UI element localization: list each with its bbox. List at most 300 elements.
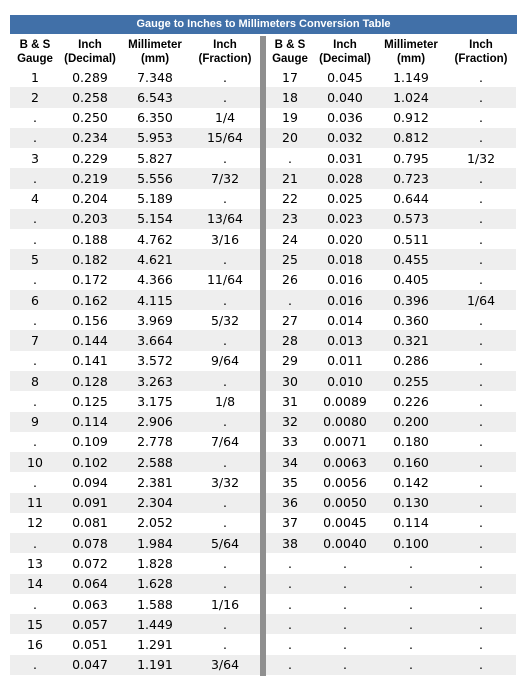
gauge-cell: . xyxy=(10,432,60,452)
header-inch-fraction: Inch (Fraction) xyxy=(454,38,508,65)
table-row xyxy=(266,513,516,533)
inch-decimal-cell: 0.0063 xyxy=(314,452,376,472)
millimeter-cell: 1.449 xyxy=(120,614,190,634)
inch-fraction-cell: . xyxy=(446,270,516,290)
inch-decimal-cell: 0.141 xyxy=(60,351,120,371)
inch-decimal-cell: 0.0089 xyxy=(314,391,376,411)
millimeter-cell: 2.052 xyxy=(120,513,190,533)
inch-decimal-cell: 0.114 xyxy=(60,412,120,432)
gauge-cell: 31 xyxy=(266,391,314,411)
gauge-cell: 11 xyxy=(10,493,60,513)
header-millimeter: Millimeter (mm) xyxy=(384,38,438,65)
inch-decimal-cell: 0.182 xyxy=(60,249,120,269)
gauge-cell: . xyxy=(10,229,60,249)
inch-decimal-cell: 0.064 xyxy=(60,574,120,594)
gauge-cell: . xyxy=(10,472,60,492)
inch-decimal-cell: 0.057 xyxy=(60,614,120,634)
gauge-cell: 38 xyxy=(266,533,314,553)
gauge-cell: 32 xyxy=(266,412,314,432)
millimeter-cell: 2.381 xyxy=(120,472,190,492)
table-row xyxy=(266,108,516,128)
inch-decimal-cell: 0.234 xyxy=(60,128,120,148)
gauge-cell: 16 xyxy=(10,634,60,654)
table-row xyxy=(10,412,260,432)
inch-fraction-cell: . xyxy=(446,87,516,107)
table-title: Gauge to Inches to Millimeters Conversion Table xyxy=(10,15,517,34)
inch-fraction-cell: . xyxy=(190,412,260,432)
gauge-cell: . xyxy=(10,655,60,675)
inch-fraction-cell: . xyxy=(446,229,516,249)
inch-fraction-cell: . xyxy=(446,634,516,654)
inch-fraction-cell: . xyxy=(446,533,516,553)
table-row xyxy=(10,310,260,330)
gauge-cell: . xyxy=(10,310,60,330)
table-row xyxy=(10,351,260,371)
millimeter-cell: 0.100 xyxy=(376,533,446,553)
gauge-cell: 20 xyxy=(266,128,314,148)
inch-decimal-cell: 0.258 xyxy=(60,87,120,107)
table-row xyxy=(10,493,260,513)
gauge-cell: 28 xyxy=(266,330,314,350)
gauge-cell: 30 xyxy=(266,371,314,391)
millimeter-cell: . xyxy=(376,614,446,634)
millimeter-cell: 0.396 xyxy=(376,290,446,310)
inch-fraction-cell: . xyxy=(446,553,516,573)
gauge-cell: . xyxy=(10,351,60,371)
table-row xyxy=(266,87,516,107)
millimeter-cell: 3.175 xyxy=(120,391,190,411)
gauge-cell: . xyxy=(10,594,60,614)
inch-decimal-cell: 0.289 xyxy=(60,67,120,87)
gauge-cell: . xyxy=(266,148,314,168)
millimeter-cell: 2.304 xyxy=(120,493,190,513)
millimeter-cell: 5.953 xyxy=(120,128,190,148)
millimeter-cell: 1.984 xyxy=(120,533,190,553)
inch-fraction-cell: . xyxy=(446,655,516,675)
table-row xyxy=(10,108,260,128)
gauge-cell: 18 xyxy=(266,87,314,107)
millimeter-cell: 6.543 xyxy=(120,87,190,107)
gauge-cell: 1 xyxy=(10,67,60,87)
inch-fraction-cell: . xyxy=(190,189,260,209)
gauge-cell: . xyxy=(10,128,60,148)
table-row xyxy=(266,249,516,269)
table-row xyxy=(10,168,260,188)
table-row xyxy=(266,574,516,594)
left-table-section xyxy=(10,36,260,675)
inch-decimal-cell: 0.011 xyxy=(314,351,376,371)
inch-fraction-cell: . xyxy=(190,513,260,533)
millimeter-cell: 5.827 xyxy=(120,148,190,168)
gauge-cell: 14 xyxy=(10,574,60,594)
table-row xyxy=(266,655,516,675)
left-table xyxy=(10,36,260,675)
inch-decimal-cell: 0.188 xyxy=(60,229,120,249)
table-row xyxy=(266,412,516,432)
inch-decimal-cell: 0.020 xyxy=(314,229,376,249)
inch-decimal-cell: 0.016 xyxy=(314,290,376,310)
table-row xyxy=(10,655,260,675)
gauge-cell: 3 xyxy=(10,148,60,168)
inch-fraction-cell: 3/32 xyxy=(190,472,260,492)
header-gauge: B & S Gauge xyxy=(272,38,308,65)
millimeter-cell: 0.226 xyxy=(376,391,446,411)
table-row xyxy=(10,209,260,229)
table-row xyxy=(266,371,516,391)
gauge-cell: 22 xyxy=(266,189,314,209)
millimeter-cell: 5.556 xyxy=(120,168,190,188)
table-row xyxy=(10,634,260,654)
gauge-cell: . xyxy=(10,391,60,411)
table-row xyxy=(10,249,260,269)
inch-decimal-cell: 0.0071 xyxy=(314,432,376,452)
gauge-cell: . xyxy=(266,655,314,675)
inch-fraction-cell: . xyxy=(446,594,516,614)
header-inch-fraction: Inch (Fraction) xyxy=(198,38,252,65)
table-row xyxy=(10,574,260,594)
table-row xyxy=(10,614,260,634)
table-row xyxy=(266,432,516,452)
inch-decimal-cell: 0.0045 xyxy=(314,513,376,533)
gauge-cell: . xyxy=(266,290,314,310)
gauge-cell: 27 xyxy=(266,310,314,330)
gauge-cell: . xyxy=(266,574,314,594)
inch-fraction-cell: . xyxy=(446,249,516,269)
inch-decimal-cell: 0.014 xyxy=(314,310,376,330)
inch-decimal-cell: 0.203 xyxy=(60,209,120,229)
millimeter-cell: 0.723 xyxy=(376,168,446,188)
inch-decimal-cell: 0.036 xyxy=(314,108,376,128)
inch-decimal-cell: 0.0080 xyxy=(314,412,376,432)
gauge-cell: . xyxy=(10,168,60,188)
gauge-cell: 29 xyxy=(266,351,314,371)
millimeter-cell: 0.200 xyxy=(376,412,446,432)
header-row xyxy=(10,36,260,67)
millimeter-cell: 0.180 xyxy=(376,432,446,452)
millimeter-cell: 1.828 xyxy=(120,553,190,573)
inch-decimal-cell: 0.229 xyxy=(60,148,120,168)
table-row xyxy=(10,452,260,472)
table-row xyxy=(266,472,516,492)
table-row xyxy=(10,270,260,290)
table-row xyxy=(266,270,516,290)
gauge-cell: . xyxy=(266,594,314,614)
gauge-cell: 17 xyxy=(266,67,314,87)
millimeter-cell: 3.572 xyxy=(120,351,190,371)
left-table-body xyxy=(10,67,260,675)
inch-fraction-cell: . xyxy=(446,432,516,452)
millimeter-cell: . xyxy=(376,634,446,654)
inch-fraction-cell: 5/32 xyxy=(190,310,260,330)
millimeter-cell: 0.511 xyxy=(376,229,446,249)
table-row xyxy=(266,189,516,209)
inch-decimal-cell: 0.081 xyxy=(60,513,120,533)
inch-fraction-cell: 13/64 xyxy=(190,209,260,229)
millimeter-cell: 0.573 xyxy=(376,209,446,229)
table-row xyxy=(10,533,260,553)
gauge-cell: 5 xyxy=(10,249,60,269)
millimeter-cell: . xyxy=(376,574,446,594)
millimeter-cell: 1.628 xyxy=(120,574,190,594)
millimeter-cell: 0.114 xyxy=(376,513,446,533)
table-row xyxy=(10,391,260,411)
table-row xyxy=(266,493,516,513)
inch-fraction-cell: . xyxy=(446,67,516,87)
header-row xyxy=(266,36,516,67)
millimeter-cell: 0.160 xyxy=(376,452,446,472)
gauge-cell: 7 xyxy=(10,330,60,350)
inch-decimal-cell: 0.156 xyxy=(60,310,120,330)
inch-fraction-cell: . xyxy=(190,371,260,391)
inch-decimal-cell: 0.013 xyxy=(314,330,376,350)
table-row xyxy=(10,189,260,209)
inch-fraction-cell: 1/16 xyxy=(190,594,260,614)
inch-fraction-cell: . xyxy=(446,330,516,350)
inch-fraction-cell: . xyxy=(190,148,260,168)
millimeter-cell: 5.189 xyxy=(120,189,190,209)
inch-decimal-cell: . xyxy=(314,574,376,594)
table-row xyxy=(266,67,516,87)
millimeter-cell: . xyxy=(376,553,446,573)
millimeter-cell: 4.621 xyxy=(120,249,190,269)
inch-fraction-cell: . xyxy=(446,472,516,492)
gauge-cell: 9 xyxy=(10,412,60,432)
millimeter-cell: 1.191 xyxy=(120,655,190,675)
inch-fraction-cell: 3/64 xyxy=(190,655,260,675)
millimeter-cell: 7.348 xyxy=(120,67,190,87)
gauge-cell: 21 xyxy=(266,168,314,188)
inch-decimal-cell: 0.128 xyxy=(60,371,120,391)
table-row xyxy=(10,148,260,168)
gauge-cell: . xyxy=(266,614,314,634)
table-row xyxy=(10,128,260,148)
table-row xyxy=(10,594,260,614)
millimeter-cell: 0.912 xyxy=(376,108,446,128)
inch-fraction-cell: . xyxy=(190,634,260,654)
gauge-cell: 12 xyxy=(10,513,60,533)
inch-fraction-cell: . xyxy=(190,67,260,87)
right-table-section xyxy=(266,36,516,675)
table-row xyxy=(10,330,260,350)
inch-fraction-cell: . xyxy=(190,249,260,269)
inch-decimal-cell: . xyxy=(314,614,376,634)
inch-decimal-cell: 0.0040 xyxy=(314,533,376,553)
gauge-cell: 6 xyxy=(10,290,60,310)
table-row xyxy=(10,472,260,492)
table-row xyxy=(266,614,516,634)
gauge-cell: 25 xyxy=(266,249,314,269)
gauge-cell: 24 xyxy=(266,229,314,249)
inch-fraction-cell: . xyxy=(446,209,516,229)
millimeter-cell: 1.024 xyxy=(376,87,446,107)
gauge-cell: 4 xyxy=(10,189,60,209)
inch-decimal-cell: 0.028 xyxy=(314,168,376,188)
header-inch-decimal: Inch (Decimal) xyxy=(319,38,371,65)
inch-fraction-cell: 15/64 xyxy=(190,128,260,148)
table-row xyxy=(266,351,516,371)
inch-fraction-cell: . xyxy=(446,391,516,411)
inch-decimal-cell: 0.172 xyxy=(60,270,120,290)
millimeter-cell: 2.588 xyxy=(120,452,190,472)
millimeter-cell: 0.795 xyxy=(376,148,446,168)
header-inch-decimal: Inch (Decimal) xyxy=(64,38,116,65)
gauge-cell: 34 xyxy=(266,452,314,472)
inch-fraction-cell: . xyxy=(446,412,516,432)
millimeter-cell: . xyxy=(376,594,446,614)
inch-decimal-cell: 0.0050 xyxy=(314,493,376,513)
table-row xyxy=(266,533,516,553)
inch-decimal-cell: 0.023 xyxy=(314,209,376,229)
header-millimeter: Millimeter (mm) xyxy=(128,38,182,65)
gauge-cell: 13 xyxy=(10,553,60,573)
millimeter-cell: 4.366 xyxy=(120,270,190,290)
inch-decimal-cell: . xyxy=(314,634,376,654)
inch-decimal-cell: 0.250 xyxy=(60,108,120,128)
table-row xyxy=(266,168,516,188)
millimeter-cell: 4.115 xyxy=(120,290,190,310)
table-row xyxy=(266,128,516,148)
inch-fraction-cell: 1/32 xyxy=(446,148,516,168)
millimeter-cell: 2.778 xyxy=(120,432,190,452)
gauge-cell: 35 xyxy=(266,472,314,492)
inch-fraction-cell: . xyxy=(446,452,516,472)
inch-fraction-cell: . xyxy=(446,493,516,513)
gauge-cell: . xyxy=(10,108,60,128)
inch-decimal-cell: 0.204 xyxy=(60,189,120,209)
table-row xyxy=(10,67,260,87)
inch-decimal-cell: 0.018 xyxy=(314,249,376,269)
table-row xyxy=(266,553,516,573)
inch-decimal-cell: . xyxy=(314,594,376,614)
inch-decimal-cell: 0.109 xyxy=(60,432,120,452)
millimeter-cell: 0.130 xyxy=(376,493,446,513)
table-row xyxy=(10,513,260,533)
inch-decimal-cell: 0.072 xyxy=(60,553,120,573)
millimeter-cell: 4.762 xyxy=(120,229,190,249)
millimeter-cell: 2.906 xyxy=(120,412,190,432)
table-row xyxy=(266,310,516,330)
inch-decimal-cell: 0.025 xyxy=(314,189,376,209)
millimeter-cell: 0.360 xyxy=(376,310,446,330)
gauge-cell: . xyxy=(266,553,314,573)
inch-fraction-cell: 1/4 xyxy=(190,108,260,128)
gauge-cell: 23 xyxy=(266,209,314,229)
gauge-cell: 33 xyxy=(266,432,314,452)
gauge-cell: . xyxy=(10,270,60,290)
inch-fraction-cell: . xyxy=(190,553,260,573)
inch-decimal-cell: 0.040 xyxy=(314,87,376,107)
millimeter-cell: 3.969 xyxy=(120,310,190,330)
table-row xyxy=(266,391,516,411)
header-gauge: B & S Gauge xyxy=(17,38,53,65)
millimeter-cell: 3.263 xyxy=(120,371,190,391)
inch-fraction-cell: . xyxy=(446,614,516,634)
inch-decimal-cell: 0.051 xyxy=(60,634,120,654)
table-row xyxy=(10,229,260,249)
millimeter-cell: 0.321 xyxy=(376,330,446,350)
table-row xyxy=(266,229,516,249)
millimeter-cell: 0.255 xyxy=(376,371,446,391)
inch-fraction-cell: . xyxy=(446,351,516,371)
table-row xyxy=(266,594,516,614)
inch-fraction-cell: 5/64 xyxy=(190,533,260,553)
gauge-cell: 8 xyxy=(10,371,60,391)
inch-decimal-cell: 0.010 xyxy=(314,371,376,391)
gauge-cell: 10 xyxy=(10,452,60,472)
millimeter-cell: 1.588 xyxy=(120,594,190,614)
right-table-body xyxy=(266,67,516,675)
millimeter-cell: 0.812 xyxy=(376,128,446,148)
inch-fraction-cell: 1/64 xyxy=(446,290,516,310)
inch-decimal-cell: 0.031 xyxy=(314,148,376,168)
inch-fraction-cell: 7/64 xyxy=(190,432,260,452)
table-row xyxy=(266,290,516,310)
inch-decimal-cell: 0.047 xyxy=(60,655,120,675)
table-row xyxy=(266,330,516,350)
inch-fraction-cell: . xyxy=(190,614,260,634)
table-row xyxy=(266,452,516,472)
inch-fraction-cell: . xyxy=(446,574,516,594)
inch-fraction-cell: . xyxy=(446,168,516,188)
table-row xyxy=(10,87,260,107)
inch-fraction-cell: . xyxy=(446,371,516,391)
gauge-cell: 36 xyxy=(266,493,314,513)
inch-fraction-cell: . xyxy=(446,128,516,148)
table-row xyxy=(266,634,516,654)
gauge-cell: 19 xyxy=(266,108,314,128)
inch-fraction-cell: . xyxy=(446,108,516,128)
inch-fraction-cell: . xyxy=(190,290,260,310)
inch-decimal-cell: . xyxy=(314,655,376,675)
inch-decimal-cell: 0.102 xyxy=(60,452,120,472)
millimeter-cell: 0.142 xyxy=(376,472,446,492)
table-row xyxy=(266,148,516,168)
millimeter-cell: 0.455 xyxy=(376,249,446,269)
inch-decimal-cell: 0.016 xyxy=(314,270,376,290)
millimeter-cell: . xyxy=(376,655,446,675)
inch-decimal-cell: 0.0056 xyxy=(314,472,376,492)
table-row xyxy=(10,371,260,391)
gauge-cell: 26 xyxy=(266,270,314,290)
inch-fraction-cell: . xyxy=(190,330,260,350)
inch-fraction-cell: 11/64 xyxy=(190,270,260,290)
inch-decimal-cell: 0.078 xyxy=(60,533,120,553)
inch-decimal-cell: . xyxy=(314,553,376,573)
inch-fraction-cell: . xyxy=(190,452,260,472)
gauge-cell: . xyxy=(10,533,60,553)
inch-fraction-cell: . xyxy=(446,189,516,209)
millimeter-cell: 0.286 xyxy=(376,351,446,371)
inch-decimal-cell: 0.045 xyxy=(314,67,376,87)
inch-decimal-cell: 0.063 xyxy=(60,594,120,614)
inch-fraction-cell: . xyxy=(446,513,516,533)
inch-decimal-cell: 0.094 xyxy=(60,472,120,492)
inch-fraction-cell: 1/8 xyxy=(190,391,260,411)
table-row xyxy=(266,209,516,229)
inch-decimal-cell: 0.162 xyxy=(60,290,120,310)
millimeter-cell: 0.405 xyxy=(376,270,446,290)
inch-decimal-cell: 0.032 xyxy=(314,128,376,148)
right-table xyxy=(266,36,516,675)
inch-fraction-cell: 3/16 xyxy=(190,229,260,249)
millimeter-cell: 3.664 xyxy=(120,330,190,350)
inch-fraction-cell: . xyxy=(190,87,260,107)
inch-decimal-cell: 0.219 xyxy=(60,168,120,188)
inch-fraction-cell: . xyxy=(190,574,260,594)
inch-fraction-cell: . xyxy=(190,493,260,513)
gauge-cell: 15 xyxy=(10,614,60,634)
inch-decimal-cell: 0.091 xyxy=(60,493,120,513)
